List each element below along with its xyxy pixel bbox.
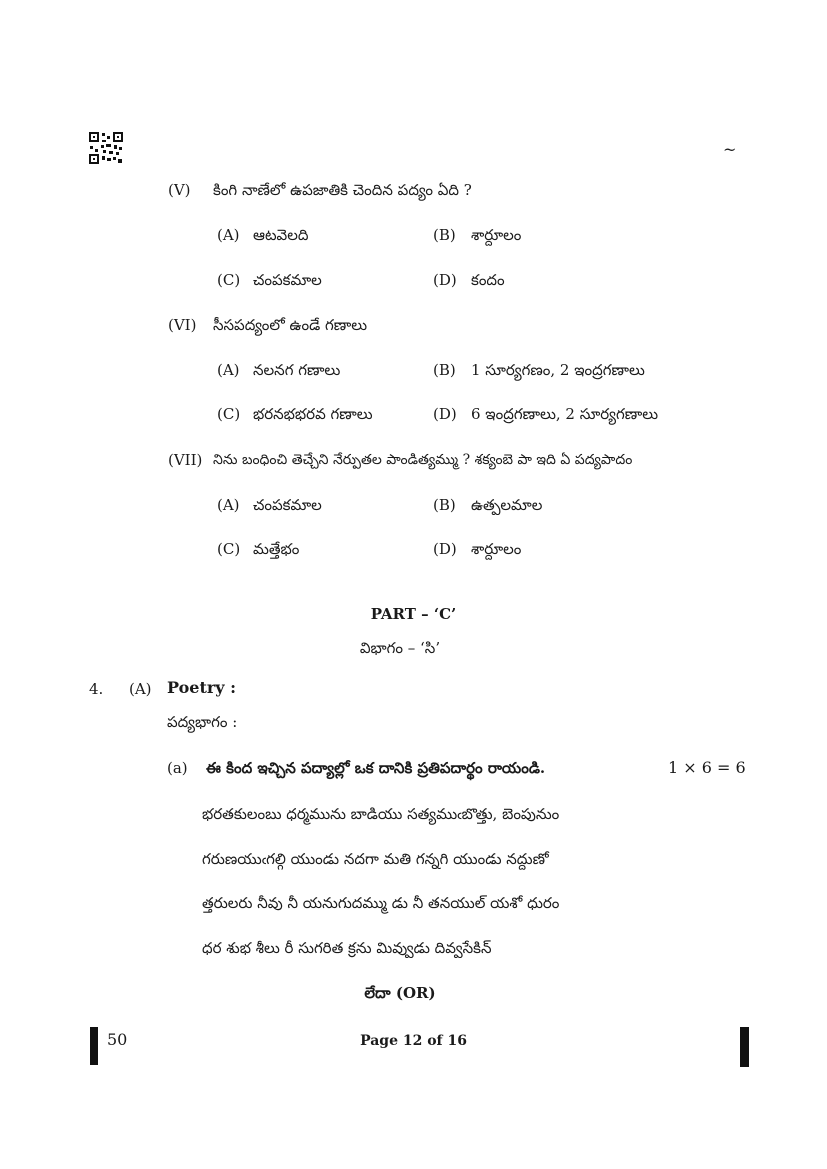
instruction-text: ఈ కింద ఇచ్చిన పద్యాల్లో ఒక దానికి ప్రతిపదార్థం రాయండి. [206, 759, 546, 777]
option-text: మత్తేభం [253, 540, 300, 558]
question-number: (V) [168, 181, 191, 199]
section-title: Poetry : [167, 678, 237, 697]
page-number: Page 12 of 16 [360, 1033, 467, 1049]
right-margin-bar [740, 1027, 749, 1067]
part-subtitle: విభాగం – ‘సి’ [359, 639, 441, 657]
question-number: (VII) [168, 451, 203, 469]
question-number: (VI) [168, 316, 197, 334]
option-label: (A) [217, 226, 240, 244]
option-text: శార్దూలం [471, 226, 522, 244]
question-number: 4. [89, 680, 104, 698]
part-title: PART – ‘C’ [370, 605, 457, 623]
qr-code-icon [89, 132, 123, 164]
option-label: (D) [433, 405, 457, 423]
option-text: శార్దూలం [471, 540, 522, 558]
option-label: (B) [433, 226, 456, 244]
option-text: భరనభభరవ గణాలు [253, 405, 373, 423]
question-text: నిను బంధించి తెచ్చేని నేర్పుతల పాండిత్యమ్ము ? శక్యంబె పా ఇది ఏ పద్యపాదం [213, 452, 633, 468]
item-label: (a) [167, 759, 188, 777]
poem-line: త్తరులరు నీవు నీ యనుగుదమ్ము డు నీ తనయుల్ యశో ధురం [202, 894, 560, 912]
question-text: సీసపద్యంలో ఉండే గణాలు [213, 316, 368, 334]
poem-line: భరతకులంబు ధర్మమును బాడియు సత్యముఁబొత్తు, బెంపునుం [202, 805, 560, 823]
option-label: (C) [217, 271, 241, 289]
corner-mark: ~ [723, 140, 737, 159]
option-label: (C) [217, 540, 241, 558]
option-label: (A) [217, 496, 240, 514]
marks-label: 1 × 6 = 6 [668, 758, 746, 777]
section-title-telugu: పద్యభాగం : [167, 713, 238, 731]
paper-code: 50 [107, 1030, 128, 1049]
option-label: (A) [217, 361, 240, 379]
question-text: కింగి నాణేలో ఉపజాతికి చెందిన పద్యం ఏది ? [213, 181, 472, 199]
option-label: (B) [433, 361, 456, 379]
option-label: (C) [217, 405, 241, 423]
option-text: నలనగ గణాలు [253, 361, 341, 379]
option-text: ఉత్పలమాల [471, 496, 543, 514]
option-text: కందం [471, 271, 505, 289]
section-label: (A) [129, 680, 152, 698]
or-divider: లేదా (OR) [364, 984, 436, 1002]
option-label: (D) [433, 271, 457, 289]
option-text: చంపకమాల [253, 271, 322, 289]
poem-line: ధర శుభ శీలు రీ సుగరిత క్రను మివ్వుడు దివ్వసేకిన్ [202, 939, 492, 957]
option-text: ఆటవెలది [253, 226, 309, 244]
option-text: చంపకమాల [253, 496, 322, 514]
option-text: 1 సూర్యగణం, 2 ఇంద్రగణాలు [471, 361, 645, 379]
poem-line: గరుణయుఁగల్గి యుండు నదగా మతి గన్నగి యుండు నద్దుణో [202, 850, 549, 868]
option-text: 6 ఇంద్రగణాలు, 2 సూర్యగణాలు [471, 405, 659, 423]
option-label: (D) [433, 540, 457, 558]
option-label: (B) [433, 496, 456, 514]
